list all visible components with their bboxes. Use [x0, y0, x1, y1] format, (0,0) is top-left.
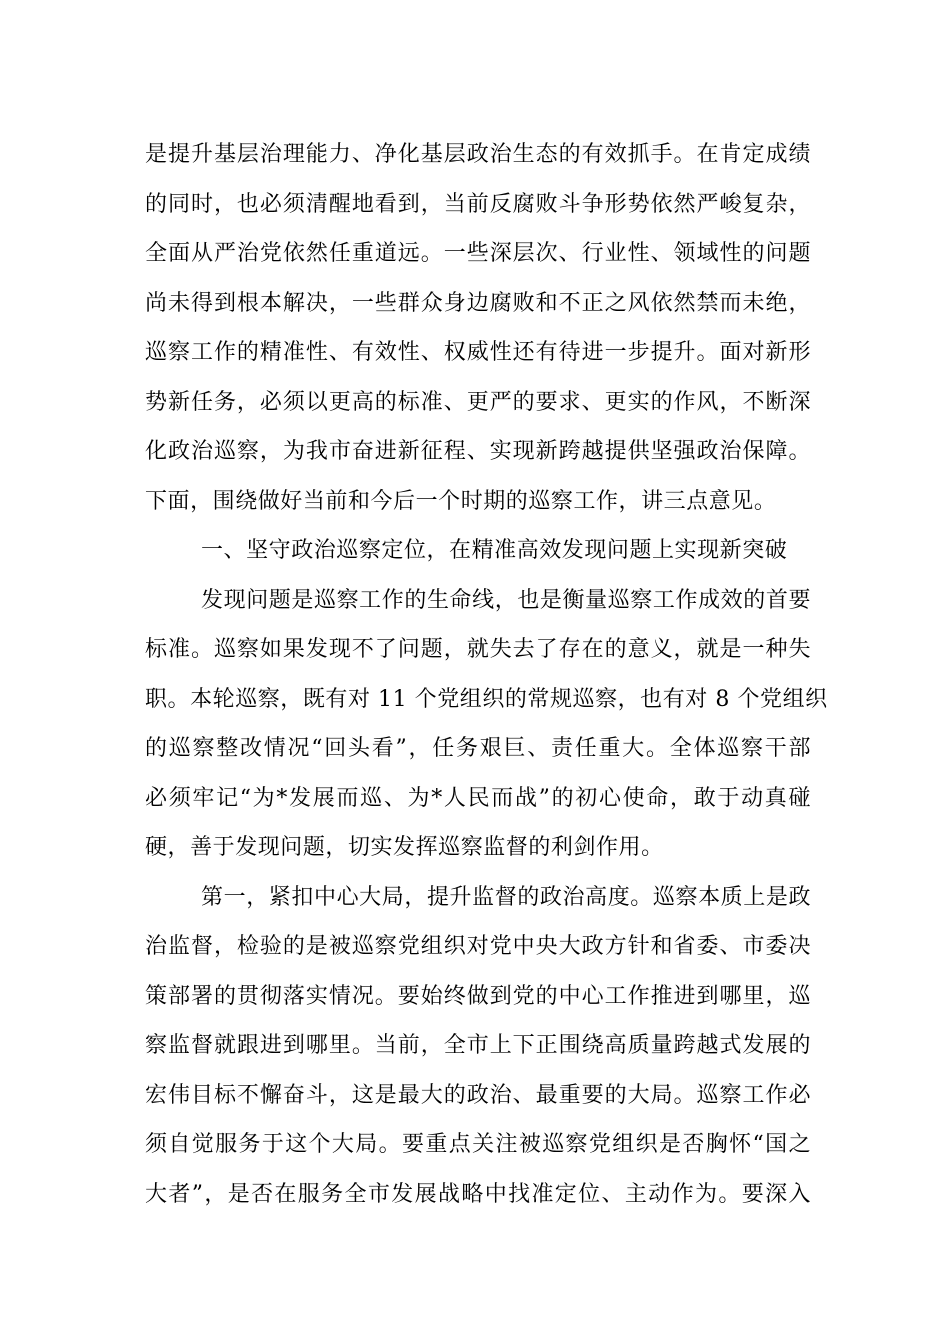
paragraph-line: 硬，善于发现问题，切实发挥巡察监督的利剑作用。: [145, 835, 664, 860]
paragraph-line: 巡察工作的精准性、有效性、权威性还有待进一步提升。面对新形: [145, 340, 811, 365]
paragraph-line: 发现问题是巡察工作的生命线，也是衡量巡察工作成效的首要: [201, 587, 811, 613]
paragraph-line: 尚未得到根本解决，一些群众身边腐败和不正之风依然禁而未绝，: [145, 290, 811, 316]
paragraph-line: 势新任务，必须以更高的标准、更严的要求、更实的作风，不断深: [145, 389, 811, 415]
paragraph-line: 职。本轮巡察，既有对 11 个党组织的常规巡察，也有对 8 个党组织: [145, 686, 828, 712]
paragraph-line: 的巡察整改情况“回头看”，任务艰巨、责任重大。全体巡察干部: [145, 736, 811, 761]
paragraph-line: 察监督就跟进到哪里。当前，全市上下正围绕高质量跨越式发展的: [145, 1033, 811, 1058]
paragraph-line: 宏伟目标不懈奋斗，这是最大的政治、最重要的大局。巡察工作必: [145, 1082, 811, 1108]
document-page: [145, 130, 828, 1219]
paragraph-line: 策部署的贯彻落实情况。要始终做到党的中心工作推进到哪里，巡: [145, 983, 811, 1009]
paragraph-2: [145, 576, 828, 873]
paragraph-line: 第一，紧扣中心大局，提升监督的政治高度。巡察本质上是政: [201, 884, 811, 910]
paragraph-line: 治监督，检验的是被巡察党组织对党中央大政方针和省委、市委决: [145, 934, 811, 959]
paragraph-line: 的同时，也必须清醒地看到，当前反腐败斗争形势依然严峻复杂，: [145, 191, 811, 217]
paragraph-line: 化政治巡察，为我市奋进新征程、实现新跨越提供坚强政治保障。: [145, 439, 811, 464]
paragraph-line: 须自觉服务于这个大局。要重点关注被巡察党组织是否胸怀“国之: [145, 1132, 811, 1157]
paragraph-1: [145, 130, 811, 526]
paragraph-line: 标准。巡察如果发现不了问题，就失去了存在的意义，就是一种失: [145, 637, 811, 662]
paragraph-line: 大者”，是否在服务全市发展战略中找准定位、主动作为。要深入: [145, 1181, 811, 1207]
paragraph-line: 是提升基层治理能力、净化基层政治生态的有效抓手。在肯定成绩: [145, 142, 811, 167]
paragraph-line: 下面，围绕做好当前和今后一个时期的巡察工作，讲三点意见。: [145, 488, 777, 514]
section-heading: 一、坚守政治巡察定位，在精准高效发现问题上实现新突破: [201, 538, 788, 563]
paragraph-3: [145, 873, 811, 1220]
paragraph-line: 全面从严治党依然任重道远。一些深层次、行业性、领域性的问题: [145, 241, 811, 266]
paragraph-line: 必须牢记“为*发展而巡、为*人民而战”的初心使命，敢于动真碰: [145, 785, 811, 811]
